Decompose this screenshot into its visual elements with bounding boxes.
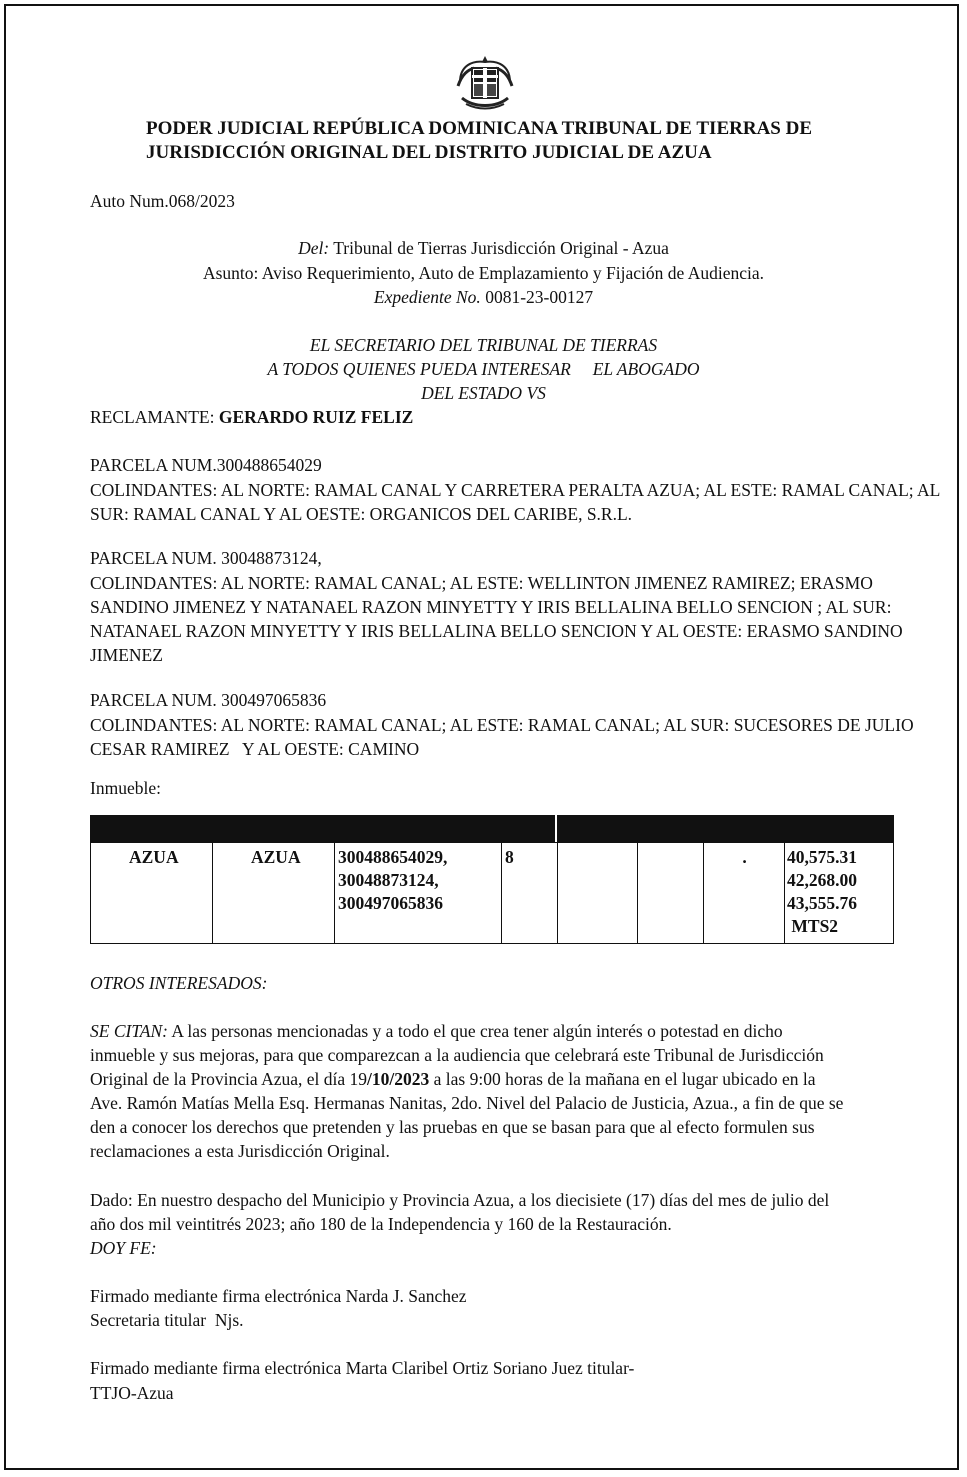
reclamante-label: RECLAMANTE: xyxy=(90,407,219,427)
court-heading-line-1: PODER JUDICIAL REPÚBLICA DOMINICANA TRIBUNAL DE TIERRAS DE xyxy=(146,118,813,139)
table-cell-dot: . xyxy=(742,847,747,867)
expediente-value: 0081-23-00127 xyxy=(480,287,594,307)
dado-line-2: año dos mil veintitrés 2023; año 180 de la Independencia y 160 de la Restauración. xyxy=(90,1214,672,1234)
del-label: Del: xyxy=(298,238,330,258)
se-citan-line-2: inmueble y sus mejoras, para que comparezcan a la audiencia que celebrará este Tribunal de Jurisdicción xyxy=(90,1045,824,1065)
table-header-bar xyxy=(90,815,894,842)
dado-line-1: Dado: En nuestro despacho del Municipio y Provincia Azua, a los diecisiete (17) días del mes de julio del xyxy=(90,1190,830,1210)
audiencia-date: /10/2023 xyxy=(367,1069,430,1089)
court-heading-line-2: JURISDICCIÓN ORIGINAL DEL DISTRITO JUDICIAL DE AZUA xyxy=(146,142,712,163)
parcela-2-colindantes-3: NATANAEL RAZON MINYETTY Y IRIS BELLALINA BELLO SENCION Y AL OESTE: ERASMO SANDINO xyxy=(90,621,903,641)
table-divider xyxy=(334,843,335,943)
table-divider xyxy=(637,843,638,943)
se-citan-line-1 xyxy=(90,1019,880,1043)
del-line xyxy=(0,236,967,260)
parcela-2-colindantes-2: SANDINO JIMENEZ Y NATANAEL RAZON MINYETTY Y IRIS BELLALINA BELLO SENCION ; AL SUR: xyxy=(90,597,892,617)
otros-interesados-label: OTROS INTERESADOS: xyxy=(90,973,268,993)
se-citan-line-4: Ave. Ramón Matías Mella Esq. Hermanas Nanitas, 2do. Nivel del Palacio de Justicia, Azua., a fin de que se xyxy=(90,1093,844,1113)
se-citan-line-5: den a conocer los derechos que pretenden y las pruebas en que se basan para que al efecto formulen sus xyxy=(90,1117,815,1137)
reclamante-line xyxy=(90,405,413,429)
parcela-1-number: PARCELA NUM.300488654029 xyxy=(90,455,322,475)
table-cell-provincia: AZUA xyxy=(129,847,179,867)
table-cell-municipio: AZUA xyxy=(251,847,301,867)
se-citan-paragraph xyxy=(90,1019,880,1163)
parcela-3-colindantes-1: COLINDANTES: AL NORTE: RAMAL CANAL; AL ESTE: RAMAL CANAL; AL SUR: SUCESORES DE JULIO xyxy=(90,715,914,735)
se-citan-text: a las 9:00 horas de la mañana en el lugar ubicado en la xyxy=(429,1069,816,1089)
table-divider xyxy=(212,843,213,943)
table-divider xyxy=(501,843,502,943)
doy-fe-label: DOY FE: xyxy=(90,1238,157,1258)
parcela-2-number: PARCELA NUM. 30048873124, xyxy=(90,548,322,568)
se-citan-text: A las personas mencionadas y a todo el que crea tener algún interés o potestad en dicho xyxy=(167,1021,783,1041)
table-cell-parcelas: 300488654029, 30048873124, 300497065836 xyxy=(338,847,448,913)
table-header-separator xyxy=(555,815,557,842)
expediente-label: Expediente No. xyxy=(373,287,481,307)
secretario-line-2: A TODOS QUIENES PUEDA INTERESAR EL ABOGADO xyxy=(267,359,700,379)
inmueble-table xyxy=(90,842,894,944)
coat-of-arms-seal xyxy=(454,52,516,112)
firma-secretaria-line-1: Firmado mediante firma electrónica Narda J. Sanchez xyxy=(90,1286,467,1306)
table-divider xyxy=(703,843,704,943)
secretario-line-3: DEL ESTADO VS xyxy=(421,383,546,403)
firma-juez-line-2: TTJO-Azua xyxy=(90,1383,174,1403)
table-divider xyxy=(557,843,558,943)
parcela-3-colindantes-2: CESAR RAMIREZ Y AL OESTE: CAMINO xyxy=(90,739,420,759)
parcela-2-colindantes-1: COLINDANTES: AL NORTE: RAMAL CANAL; AL ESTE: WELLINTON JIMENEZ RAMIREZ; ERASMO xyxy=(90,573,873,593)
parcela-2-colindantes-4: JIMENEZ xyxy=(90,645,163,665)
secretario-line-1: EL SECRETARIO DEL TRIBUNAL DE TIERRAS xyxy=(309,335,658,355)
table-cell-dc: 8 xyxy=(505,847,514,867)
table-cell-area: 40,575.31 42,268.00 43,555.76 MTS2 xyxy=(787,847,857,936)
parcela-3-number: PARCELA NUM. 300497065836 xyxy=(90,690,327,710)
se-citan-line-3 xyxy=(90,1067,880,1091)
asunto-line: Asunto: Aviso Requerimiento, Auto de Emplazamiento y Fijación de Audiencia. xyxy=(202,263,765,283)
expediente-line xyxy=(0,285,967,309)
se-citan-label: SE CITAN: xyxy=(90,1021,168,1041)
del-value: Tribunal de Tierras Jurisdicción Original - Azua xyxy=(329,238,669,258)
parcela-1-colindantes-1: COLINDANTES: AL NORTE: RAMAL CANAL Y CARRETERA PERALTA AZUA; AL ESTE: RAMAL CANAL; AL xyxy=(90,480,941,500)
auto-number: Auto Num.068/2023 xyxy=(90,191,235,211)
table-divider xyxy=(784,843,785,943)
se-citan-text: Original de la Provincia Azua, el día 19 xyxy=(90,1069,368,1089)
parcela-1-colindantes-2: SUR: RAMAL CANAL Y AL OESTE: ORGANICOS DEL CARIBE, S.R.L. xyxy=(90,504,633,524)
firma-secretaria-line-2: Secretaria titular Njs. xyxy=(90,1310,244,1330)
court-heading xyxy=(146,117,812,165)
reclamante-name: GERARDO RUIZ FELIZ xyxy=(218,407,414,427)
inmueble-label: Inmueble: xyxy=(90,778,161,798)
se-citan-line-6: reclamaciones a esta Jurisdicción Original. xyxy=(90,1141,390,1161)
firma-juez-line-1: Firmado mediante firma electrónica Marta Claribel Ortiz Soriano Juez titular- xyxy=(90,1358,635,1378)
